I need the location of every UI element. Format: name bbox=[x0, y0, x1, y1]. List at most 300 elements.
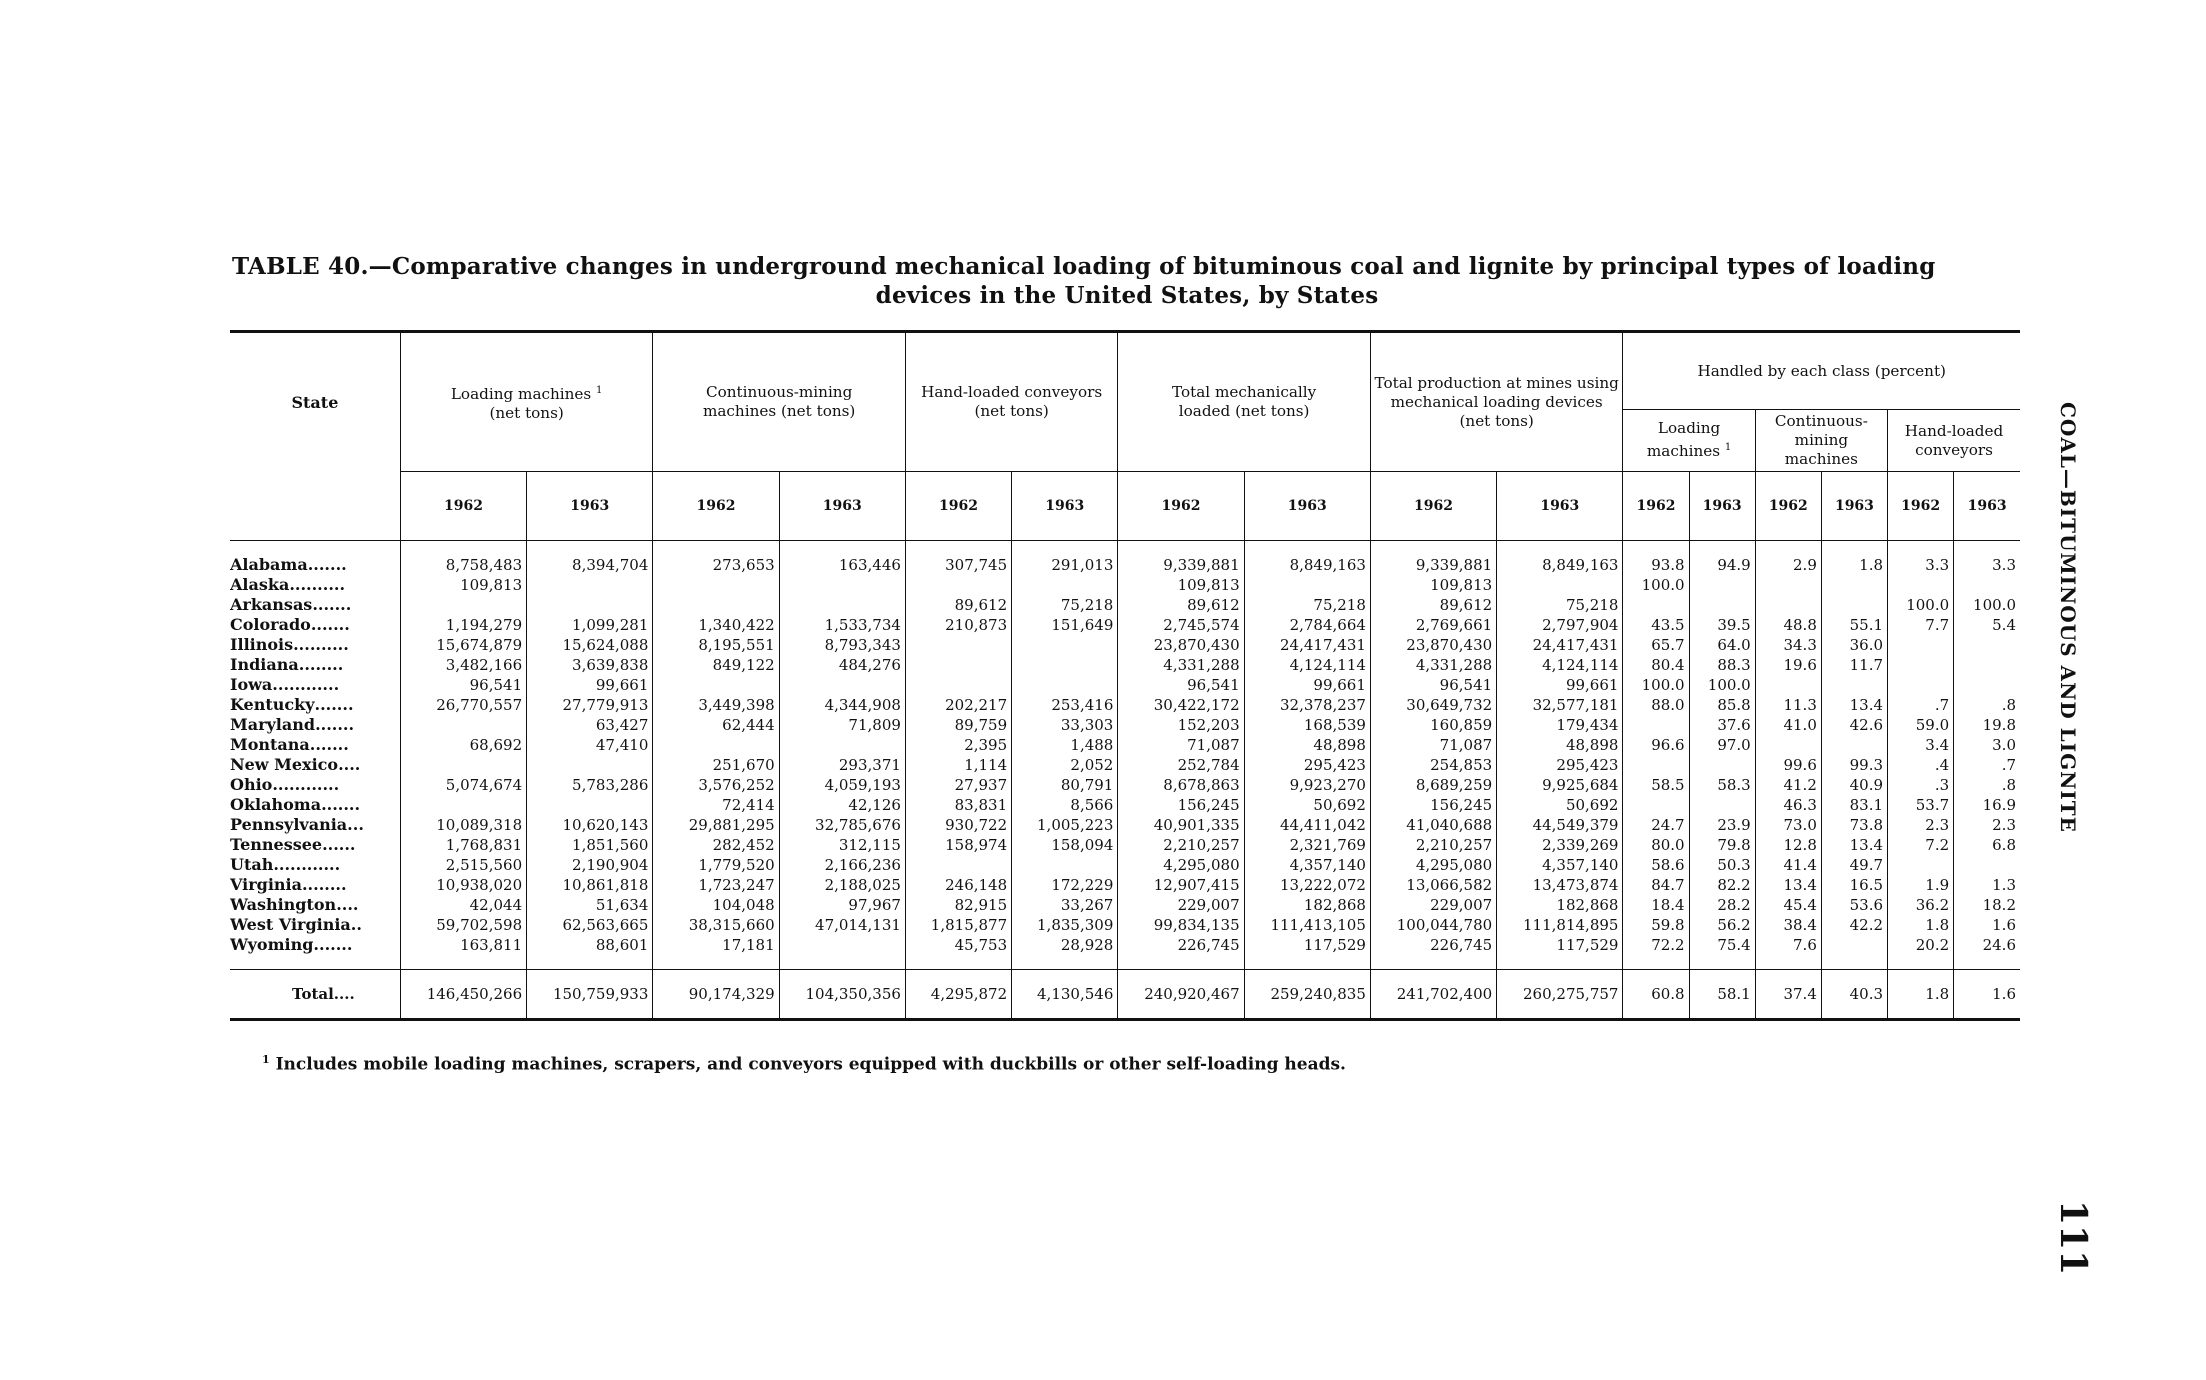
value-cell: .8 bbox=[1954, 695, 2020, 715]
year-header-cell: 1963 bbox=[779, 472, 905, 541]
value-cell: 8,689,259 bbox=[1370, 775, 1496, 795]
value-cell: 83,831 bbox=[905, 795, 1011, 815]
value-cell: 37.4 bbox=[1755, 970, 1821, 1020]
column-header-total-production: Total production at mines using mechanical loading devices (net tons) bbox=[1370, 332, 1623, 472]
value-cell: 260,275,757 bbox=[1497, 970, 1623, 1020]
value-cell bbox=[1888, 655, 1954, 675]
leader-dots: ........ bbox=[298, 655, 344, 674]
value-cell: .3 bbox=[1888, 775, 1954, 795]
value-cell: 26,770,557 bbox=[400, 695, 526, 715]
value-cell bbox=[400, 755, 526, 775]
value-cell: 33,303 bbox=[1012, 715, 1118, 735]
spacer-cell bbox=[527, 955, 653, 970]
value-cell: 1.9 bbox=[1888, 875, 1954, 895]
value-cell: 104,350,356 bbox=[779, 970, 905, 1020]
value-cell: 4,331,288 bbox=[1370, 655, 1496, 675]
value-cell: 50,692 bbox=[1497, 795, 1623, 815]
value-cell: 37.6 bbox=[1689, 715, 1755, 735]
value-cell: 23,870,430 bbox=[1118, 635, 1244, 655]
value-cell bbox=[400, 795, 526, 815]
value-cell: 89,612 bbox=[1370, 595, 1496, 615]
column-header-pct-continuous-mining: Continuous-mining machines bbox=[1755, 410, 1887, 472]
value-cell: 4,295,080 bbox=[1118, 855, 1244, 875]
value-cell: 8,793,343 bbox=[779, 635, 905, 655]
value-cell: 151,649 bbox=[1012, 615, 1118, 635]
value-cell bbox=[905, 655, 1011, 675]
value-cell: 8,195,551 bbox=[653, 635, 779, 655]
state-cell bbox=[230, 815, 400, 835]
value-cell: 42,126 bbox=[779, 795, 905, 815]
value-cell: 29,881,295 bbox=[653, 815, 779, 835]
table-row bbox=[230, 715, 2020, 735]
value-cell: 44,411,042 bbox=[1244, 815, 1370, 835]
value-cell bbox=[1244, 575, 1370, 595]
value-cell: 13,222,072 bbox=[1244, 875, 1370, 895]
value-cell: 2,339,269 bbox=[1497, 835, 1623, 855]
leader-dots: ... bbox=[347, 815, 364, 834]
table-row bbox=[230, 855, 2020, 875]
year-header-blank bbox=[230, 472, 400, 541]
value-cell: 23.9 bbox=[1689, 815, 1755, 835]
value-cell: 4,130,546 bbox=[1012, 970, 1118, 1020]
value-cell: 18.4 bbox=[1623, 895, 1689, 915]
state-cell bbox=[230, 675, 400, 695]
value-cell bbox=[1888, 575, 1954, 595]
value-cell: 168,539 bbox=[1244, 715, 1370, 735]
value-cell: 8,849,163 bbox=[1497, 541, 1623, 576]
table-row bbox=[230, 815, 2020, 835]
value-cell: 36.0 bbox=[1821, 635, 1887, 655]
value-cell: 4,124,114 bbox=[1244, 655, 1370, 675]
value-cell: 13.4 bbox=[1821, 695, 1887, 715]
value-cell: 24.6 bbox=[1954, 935, 2020, 955]
value-cell bbox=[1012, 675, 1118, 695]
value-cell: 32,378,237 bbox=[1244, 695, 1370, 715]
value-cell bbox=[1012, 575, 1118, 595]
spacer-cell bbox=[1821, 955, 1887, 970]
value-cell: 3,639,838 bbox=[527, 655, 653, 675]
value-cell: 111,413,105 bbox=[1244, 915, 1370, 935]
value-cell: 16.9 bbox=[1954, 795, 2020, 815]
year-header-cell: 1963 bbox=[1012, 472, 1118, 541]
value-cell: 8,758,483 bbox=[400, 541, 526, 576]
value-cell: 42.6 bbox=[1821, 715, 1887, 735]
table-row bbox=[230, 541, 2020, 576]
value-cell: 80.4 bbox=[1623, 655, 1689, 675]
value-cell: 10,620,143 bbox=[527, 815, 653, 835]
value-cell bbox=[1623, 795, 1689, 815]
value-cell bbox=[1623, 715, 1689, 735]
value-cell: 259,240,835 bbox=[1244, 970, 1370, 1020]
data-table bbox=[230, 330, 2020, 1021]
value-cell: 2,769,661 bbox=[1370, 615, 1496, 635]
state-name: Tennessee bbox=[230, 835, 323, 854]
spacer-cell bbox=[1954, 955, 2020, 970]
value-cell bbox=[905, 675, 1011, 695]
value-cell bbox=[1821, 575, 1887, 595]
value-cell: 3,449,398 bbox=[653, 695, 779, 715]
state-cell bbox=[230, 655, 400, 675]
value-cell: 253,416 bbox=[1012, 695, 1118, 715]
value-cell: 8,394,704 bbox=[527, 541, 653, 576]
state-name: Virginia bbox=[230, 875, 302, 894]
spacer-cell bbox=[905, 955, 1011, 970]
value-cell: 1,835,309 bbox=[1012, 915, 1118, 935]
spacer-cell bbox=[1012, 955, 1118, 970]
value-cell: 12,907,415 bbox=[1118, 875, 1244, 895]
value-cell: 273,653 bbox=[653, 541, 779, 576]
value-cell: 50.3 bbox=[1689, 855, 1755, 875]
table-body bbox=[230, 541, 2020, 1020]
value-cell bbox=[1689, 755, 1755, 775]
state-name: Ohio bbox=[230, 775, 273, 794]
value-cell: 5,783,286 bbox=[527, 775, 653, 795]
state-name: Colorado bbox=[230, 615, 311, 634]
value-cell: 100.0 bbox=[1689, 675, 1755, 695]
value-cell: 75,218 bbox=[1497, 595, 1623, 615]
value-cell: 41.4 bbox=[1755, 855, 1821, 875]
value-cell bbox=[653, 595, 779, 615]
value-cell: 62,444 bbox=[653, 715, 779, 735]
value-cell: 99,834,135 bbox=[1118, 915, 1244, 935]
state-name: Maryland bbox=[230, 715, 316, 734]
column-header-pct-hand-loaded: Hand-loaded conveyors bbox=[1888, 410, 2020, 472]
leader-dots: ....... bbox=[312, 595, 352, 614]
value-cell: .7 bbox=[1888, 695, 1954, 715]
year-header-cell: 1962 bbox=[1888, 472, 1954, 541]
spacer-cell bbox=[1888, 955, 1954, 970]
value-cell bbox=[1954, 635, 2020, 655]
value-cell: 40.9 bbox=[1821, 775, 1887, 795]
value-cell: 30,649,732 bbox=[1370, 695, 1496, 715]
value-cell: 117,529 bbox=[1497, 935, 1623, 955]
value-cell: 3.0 bbox=[1954, 735, 2020, 755]
value-cell: 1,194,279 bbox=[400, 615, 526, 635]
value-cell: 2,321,769 bbox=[1244, 835, 1370, 855]
value-cell: 48,898 bbox=[1244, 735, 1370, 755]
value-cell bbox=[779, 675, 905, 695]
value-cell: 2,052 bbox=[1012, 755, 1118, 775]
value-cell: 85.8 bbox=[1689, 695, 1755, 715]
spacer-cell bbox=[779, 955, 905, 970]
value-cell: 50,692 bbox=[1244, 795, 1370, 815]
value-cell: 24,417,431 bbox=[1244, 635, 1370, 655]
value-cell bbox=[527, 755, 653, 775]
column-header-percent-group: Handled by each class (percent) bbox=[1623, 332, 2020, 410]
value-cell: 2,797,904 bbox=[1497, 615, 1623, 635]
value-cell: 10,938,020 bbox=[400, 875, 526, 895]
value-cell: 32,577,181 bbox=[1497, 695, 1623, 715]
table-row bbox=[230, 635, 2020, 655]
value-cell bbox=[1012, 635, 1118, 655]
state-name: Arkansas bbox=[230, 595, 313, 614]
value-cell: 62,563,665 bbox=[527, 915, 653, 935]
leader-dots: ....... bbox=[321, 795, 361, 814]
value-cell: 99,661 bbox=[1244, 675, 1370, 695]
value-cell: 90,174,329 bbox=[653, 970, 779, 1020]
leader-dots: ........ bbox=[301, 875, 347, 894]
value-cell: 59.8 bbox=[1623, 915, 1689, 935]
value-cell: 4,295,872 bbox=[905, 970, 1011, 1020]
year-header-cell: 1962 bbox=[1118, 472, 1244, 541]
value-cell: 15,674,879 bbox=[400, 635, 526, 655]
value-cell: 96,541 bbox=[1370, 675, 1496, 695]
value-cell bbox=[1755, 675, 1821, 695]
state-cell bbox=[230, 795, 400, 815]
value-cell: 4,331,288 bbox=[1118, 655, 1244, 675]
value-cell: 41,040,688 bbox=[1370, 815, 1496, 835]
value-cell: 97.0 bbox=[1689, 735, 1755, 755]
value-cell: 2.3 bbox=[1954, 815, 2020, 835]
value-cell bbox=[1821, 675, 1887, 695]
leader-dots: ....... bbox=[307, 555, 347, 574]
table-row bbox=[230, 675, 2020, 695]
value-cell: 172,229 bbox=[1012, 875, 1118, 895]
leader-dots: .. bbox=[350, 915, 362, 934]
value-cell: 1.3 bbox=[1954, 875, 2020, 895]
value-cell bbox=[1821, 595, 1887, 615]
state-name: Total bbox=[292, 985, 334, 1003]
leader-dots: .... bbox=[338, 755, 361, 774]
column-header-continuous-mining: Continuous-mining machines (net tons) bbox=[653, 332, 906, 472]
value-cell: 9,925,684 bbox=[1497, 775, 1623, 795]
value-cell: 49.7 bbox=[1821, 855, 1887, 875]
value-cell: 100,044,780 bbox=[1370, 915, 1496, 935]
value-cell: 3.3 bbox=[1888, 541, 1954, 576]
value-cell: 96,541 bbox=[1118, 675, 1244, 695]
value-cell: 8,849,163 bbox=[1244, 541, 1370, 576]
state-name: Illinois bbox=[230, 635, 294, 654]
value-cell: 109,813 bbox=[1370, 575, 1496, 595]
value-cell: 295,423 bbox=[1497, 755, 1623, 775]
value-cell: .8 bbox=[1954, 775, 2020, 795]
value-cell: 55.1 bbox=[1821, 615, 1887, 635]
table-title bbox=[232, 252, 2022, 310]
state-name: West Virginia bbox=[230, 915, 351, 934]
year-header-cell: 1963 bbox=[1954, 472, 2020, 541]
state-cell bbox=[230, 755, 400, 775]
value-cell: 100.0 bbox=[1623, 675, 1689, 695]
running-head bbox=[2046, 402, 2086, 942]
value-cell bbox=[1954, 855, 2020, 875]
value-cell: 41.0 bbox=[1755, 715, 1821, 735]
value-cell: 11.7 bbox=[1821, 655, 1887, 675]
value-cell: 3.3 bbox=[1954, 541, 2020, 576]
value-cell: 312,115 bbox=[779, 835, 905, 855]
value-cell bbox=[1954, 675, 2020, 695]
value-cell: 241,702,400 bbox=[1370, 970, 1496, 1020]
value-cell bbox=[905, 635, 1011, 655]
value-cell: 158,974 bbox=[905, 835, 1011, 855]
value-cell: 2,210,257 bbox=[1370, 835, 1496, 855]
year-header-cell: 1963 bbox=[1821, 472, 1887, 541]
value-cell: 89,612 bbox=[905, 595, 1011, 615]
spacer-row bbox=[230, 955, 2020, 970]
value-cell bbox=[527, 795, 653, 815]
value-cell: 240,920,467 bbox=[1118, 970, 1244, 1020]
table-row bbox=[230, 755, 2020, 775]
leader-dots: ....... bbox=[313, 935, 353, 954]
state-cell bbox=[230, 541, 400, 576]
value-cell: 163,446 bbox=[779, 541, 905, 576]
value-cell: 43.5 bbox=[1623, 615, 1689, 635]
value-cell: 88.3 bbox=[1689, 655, 1755, 675]
value-cell: 88,601 bbox=[527, 935, 653, 955]
leader-dots: .... bbox=[333, 985, 355, 1003]
value-cell: 58.5 bbox=[1623, 775, 1689, 795]
value-cell bbox=[1755, 575, 1821, 595]
value-cell: 75,218 bbox=[1012, 595, 1118, 615]
value-cell: 930,722 bbox=[905, 815, 1011, 835]
value-cell bbox=[1888, 855, 1954, 875]
year-header-cell: 1963 bbox=[1244, 472, 1370, 541]
value-cell: 83.1 bbox=[1821, 795, 1887, 815]
value-cell: 48,898 bbox=[1497, 735, 1623, 755]
value-cell: 849,122 bbox=[653, 655, 779, 675]
table-row bbox=[230, 915, 2020, 935]
value-cell: 32,785,676 bbox=[779, 815, 905, 835]
value-cell: 75.4 bbox=[1689, 935, 1755, 955]
year-header-cell: 1962 bbox=[905, 472, 1011, 541]
value-cell: 282,452 bbox=[653, 835, 779, 855]
value-cell: 89,612 bbox=[1118, 595, 1244, 615]
value-cell: 75,218 bbox=[1244, 595, 1370, 615]
value-cell bbox=[1755, 595, 1821, 615]
leader-dots: ............ bbox=[272, 775, 340, 794]
value-cell: 53.7 bbox=[1888, 795, 1954, 815]
value-cell: 84.7 bbox=[1623, 875, 1689, 895]
value-cell bbox=[1689, 595, 1755, 615]
value-cell: 56.2 bbox=[1689, 915, 1755, 935]
value-cell: 117,529 bbox=[1244, 935, 1370, 955]
state-name: Alaska bbox=[230, 575, 290, 594]
value-cell: 93.8 bbox=[1623, 541, 1689, 576]
page-number-text: 111 bbox=[2052, 1200, 2094, 1276]
state-cell bbox=[230, 895, 400, 915]
table-row bbox=[230, 575, 2020, 595]
value-cell: 2,395 bbox=[905, 735, 1011, 755]
value-cell: 291,013 bbox=[1012, 541, 1118, 576]
value-cell: 46.3 bbox=[1755, 795, 1821, 815]
value-cell: 12.8 bbox=[1755, 835, 1821, 855]
table-row bbox=[230, 595, 2020, 615]
year-header-cell: 1962 bbox=[1370, 472, 1496, 541]
value-cell: 2.9 bbox=[1755, 541, 1821, 576]
value-cell: 10,861,818 bbox=[527, 875, 653, 895]
value-cell: 1.8 bbox=[1821, 541, 1887, 576]
value-cell: 254,853 bbox=[1370, 755, 1496, 775]
value-cell: 1,099,281 bbox=[527, 615, 653, 635]
state-cell bbox=[230, 970, 400, 1020]
value-cell: 24.7 bbox=[1623, 815, 1689, 835]
value-cell: 1,768,831 bbox=[400, 835, 526, 855]
state-cell bbox=[230, 875, 400, 895]
value-cell bbox=[1888, 675, 1954, 695]
footnote-marker: 1 bbox=[262, 1053, 270, 1066]
value-cell: 71,087 bbox=[1370, 735, 1496, 755]
year-header-cell: 1962 bbox=[1623, 472, 1689, 541]
state-cell bbox=[230, 835, 400, 855]
value-cell: 111,814,895 bbox=[1497, 915, 1623, 935]
year-header-cell: 1962 bbox=[653, 472, 779, 541]
value-cell: 99.3 bbox=[1821, 755, 1887, 775]
table-row bbox=[230, 775, 2020, 795]
value-cell: 229,007 bbox=[1370, 895, 1496, 915]
value-cell: 40,901,335 bbox=[1118, 815, 1244, 835]
value-cell: 104,048 bbox=[653, 895, 779, 915]
value-cell: 2,188,025 bbox=[779, 875, 905, 895]
state-cell bbox=[230, 935, 400, 955]
value-cell bbox=[1755, 735, 1821, 755]
value-cell: 33,267 bbox=[1012, 895, 1118, 915]
value-cell: 252,784 bbox=[1118, 755, 1244, 775]
table-row bbox=[230, 615, 2020, 635]
spacer-cell bbox=[1755, 955, 1821, 970]
value-cell bbox=[1888, 635, 1954, 655]
value-cell: 38,315,660 bbox=[653, 915, 779, 935]
value-cell: 100.0 bbox=[1623, 575, 1689, 595]
column-header-hand-loaded-conveyors: Hand-loaded conveyors (net tons) bbox=[905, 332, 1117, 472]
value-cell: 58.3 bbox=[1689, 775, 1755, 795]
value-cell bbox=[1623, 595, 1689, 615]
value-cell: 5,074,674 bbox=[400, 775, 526, 795]
value-cell: 246,148 bbox=[905, 875, 1011, 895]
value-cell: 65.7 bbox=[1623, 635, 1689, 655]
value-cell: 47,410 bbox=[527, 735, 653, 755]
table-title-line-1: TABLE 40.—Comparative changes in underground mechanical loading of bituminous coal and lignite by principal types of loading bbox=[232, 253, 1936, 280]
value-cell: 1,005,223 bbox=[1012, 815, 1118, 835]
value-cell bbox=[1821, 935, 1887, 955]
value-cell: 27,779,913 bbox=[527, 695, 653, 715]
value-cell: 13,066,582 bbox=[1370, 875, 1496, 895]
total-row bbox=[230, 970, 2020, 1020]
year-header-cell: 1962 bbox=[400, 472, 526, 541]
state-cell bbox=[230, 915, 400, 935]
value-cell bbox=[1623, 755, 1689, 775]
column-header-loading-machines: Loading machines $^1$ (net tons) bbox=[400, 332, 653, 472]
value-cell: 44,549,379 bbox=[1497, 815, 1623, 835]
value-cell: 16.5 bbox=[1821, 875, 1887, 895]
leader-dots: .......... bbox=[293, 635, 349, 654]
value-cell: 3,576,252 bbox=[653, 775, 779, 795]
table-row bbox=[230, 735, 2020, 755]
value-cell bbox=[779, 935, 905, 955]
year-header-cell: 1962 bbox=[1755, 472, 1821, 541]
leader-dots: ............ bbox=[272, 675, 340, 694]
value-cell: 156,245 bbox=[1118, 795, 1244, 815]
value-cell: 13,473,874 bbox=[1497, 875, 1623, 895]
value-cell: 152,203 bbox=[1118, 715, 1244, 735]
state-name: Washington bbox=[230, 895, 337, 914]
year-header-cell: 1963 bbox=[1689, 472, 1755, 541]
value-cell: 20.2 bbox=[1888, 935, 1954, 955]
value-cell: 88.0 bbox=[1623, 695, 1689, 715]
value-cell: 1.6 bbox=[1954, 915, 2020, 935]
value-cell: 45,753 bbox=[905, 935, 1011, 955]
value-cell: 13.4 bbox=[1755, 875, 1821, 895]
table-container bbox=[230, 330, 2020, 1021]
value-cell: 226,745 bbox=[1370, 935, 1496, 955]
spacer-cell bbox=[230, 955, 400, 970]
state-name: Iowa bbox=[230, 675, 273, 694]
value-cell: 24,417,431 bbox=[1497, 635, 1623, 655]
value-cell: 68,692 bbox=[400, 735, 526, 755]
value-cell: 4,357,140 bbox=[1497, 855, 1623, 875]
value-cell: 72,414 bbox=[653, 795, 779, 815]
value-cell: 28,928 bbox=[1012, 935, 1118, 955]
value-cell: 34.3 bbox=[1755, 635, 1821, 655]
value-cell: 3.4 bbox=[1888, 735, 1954, 755]
